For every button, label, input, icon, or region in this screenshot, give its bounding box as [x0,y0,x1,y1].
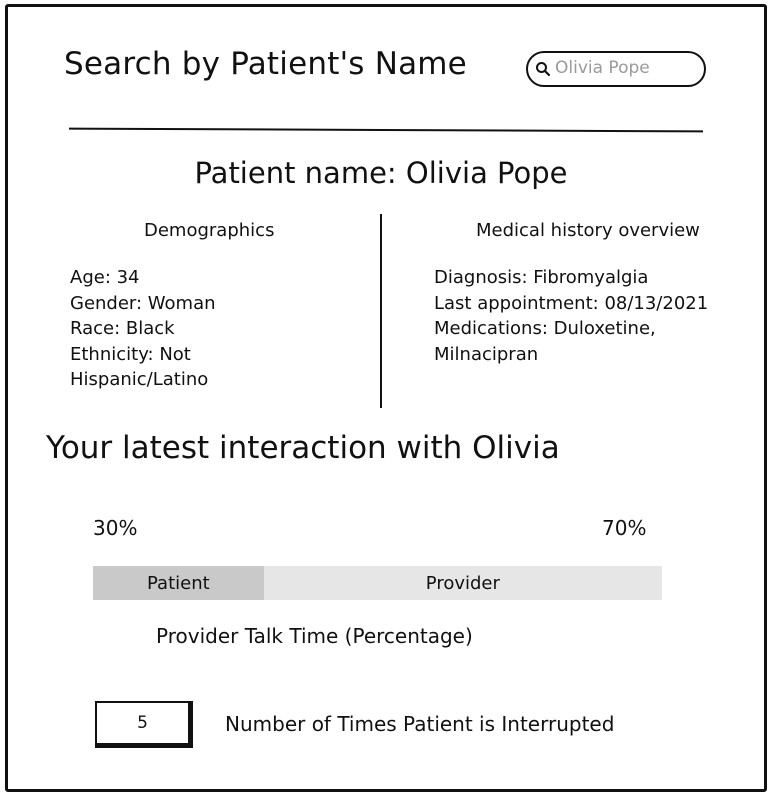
medical-history-line: Last appointment: 08/13/2021 [434,292,709,314]
demographics-line: Ethnicity: Not [70,343,191,365]
medical-history-heading: Medical history overview [476,220,700,241]
interaction-section-title: Your latest interaction with Olivia [46,430,560,466]
talk-time-caption: Provider Talk Time (Percentage) [156,624,473,648]
interruption-count-label: Number of Times Patient is Interrupted [225,712,615,736]
medical-history-line: Medications: Duloxetine, [434,318,656,339]
medical-history-list [434,265,708,367]
medical-history-line: Milnacipran [434,343,539,365]
patient-search-box[interactable] [526,51,706,87]
medical-history-line: Diagnosis: Fibromyalgia [434,267,649,288]
provider-percentage-label: 70% [602,516,647,540]
page-title: Search by Patient's Name [64,46,467,82]
demographics-line: Age: 34 [70,267,140,288]
demographics-line: Hispanic/Latino [70,369,209,390]
interruption-count-box: 5 [95,701,193,748]
demographics-heading: Demographics [144,220,275,241]
patient-talk-segment: Patient [93,566,264,600]
demographics-line: Race: Black [70,318,175,339]
demographics-list [70,265,216,393]
patient-search-input[interactable] [551,58,695,78]
patient-name-heading: Patient name: Olivia Pope [194,156,568,190]
talk-time-bar [93,566,662,600]
column-divider [380,214,382,408]
page-frame [5,4,767,792]
patient-percentage-label: 30% [93,516,138,540]
provider-talk-segment: Provider [264,566,662,600]
search-icon [535,61,551,77]
demographics-line: Gender: Woman [70,292,216,314]
